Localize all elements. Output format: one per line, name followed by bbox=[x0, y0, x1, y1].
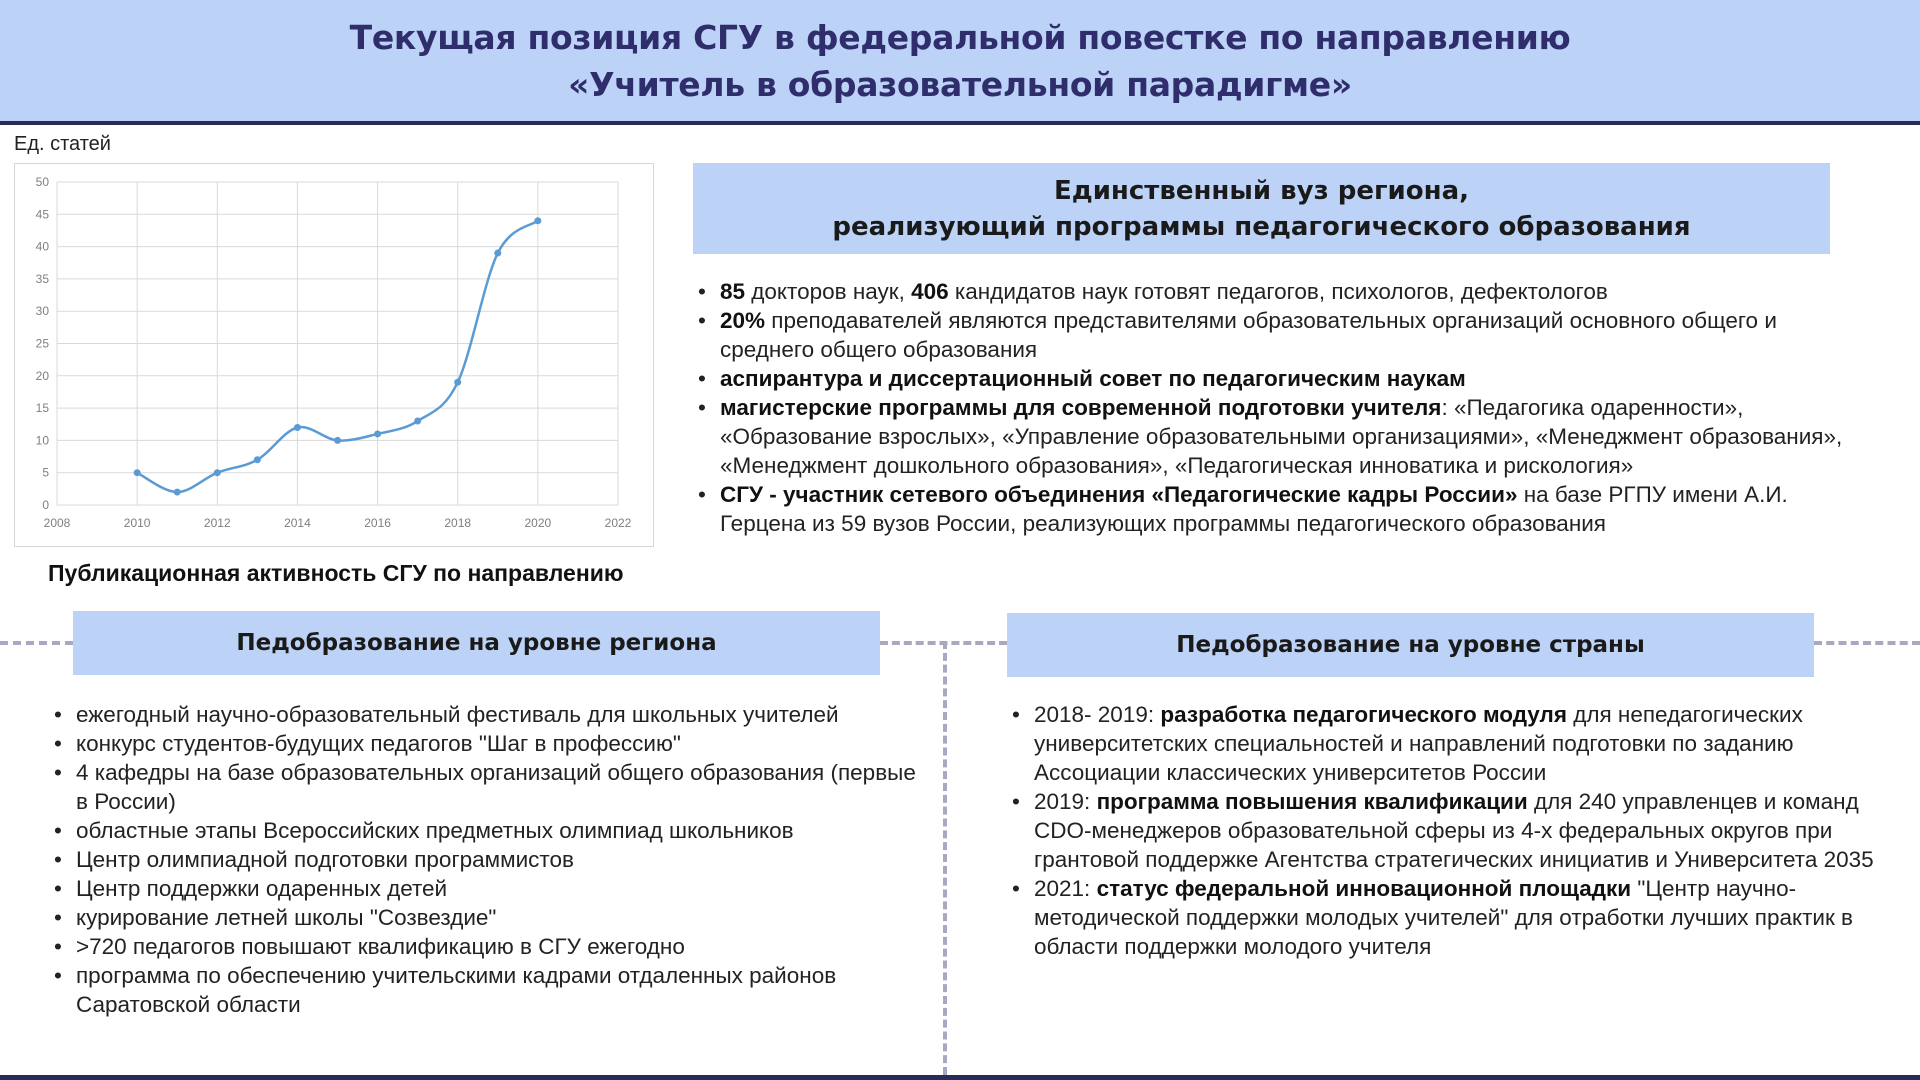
banner-line-2: реализующий программы педагогического образования bbox=[832, 211, 1691, 242]
country-section-banner bbox=[1007, 613, 1814, 677]
data-point bbox=[454, 379, 461, 386]
country-item: • 2021: статус федеральной инновационной площадки "Центр научно-методической поддержки молодых учителей" для отработки лучших практик в области поддержки молодого учителя bbox=[1010, 874, 1890, 961]
y-tick-label: 25 bbox=[35, 336, 49, 351]
x-tick-label: 2008 bbox=[43, 516, 71, 530]
page-header bbox=[0, 0, 1920, 125]
y-tick-label: 10 bbox=[35, 433, 49, 448]
data-point bbox=[254, 456, 261, 463]
y-tick-label: 15 bbox=[35, 401, 49, 416]
y-tick-label: 5 bbox=[42, 465, 49, 480]
y-tick-label: 20 bbox=[35, 368, 49, 383]
country-section-title: Педобразование на уровне страны bbox=[1176, 632, 1645, 658]
y-tick-label: 0 bbox=[42, 498, 49, 512]
country-item: • 2019: программа повышения квалификации для 240 управленцев и команд CDO-менеджеров образовательной сферы из 4-х федеральных округов при грантовой поддержке Агентства стратегических инициатив и Университета 2035 bbox=[1010, 787, 1890, 874]
y-tick-label: 35 bbox=[35, 271, 49, 286]
data-point bbox=[134, 469, 141, 476]
region-item: • Центр поддержки одаренных детей bbox=[52, 874, 932, 903]
page-title-line-2: «Учитель в образовательной парадигме» bbox=[568, 64, 1352, 104]
banner-line-1: Единственный вуз региона, bbox=[1053, 175, 1470, 206]
chart-y-unit-label: Ед. статей bbox=[14, 133, 111, 155]
x-tick-label: 2014 bbox=[284, 516, 311, 530]
region-item: • 4 кафедры на базе образовательных организаций общего образования (первые в России) bbox=[52, 758, 932, 816]
section-divider-vertical bbox=[943, 641, 947, 1075]
unique-university-banner bbox=[693, 163, 1830, 254]
section-divider-left bbox=[0, 641, 73, 645]
x-tick-label: 2018 bbox=[444, 516, 472, 530]
data-point bbox=[534, 217, 541, 224]
x-tick-label: 2012 bbox=[203, 516, 231, 530]
data-point bbox=[294, 424, 301, 431]
fact-item: • аспирантура и диссертационный совет по педагогическим наукам bbox=[696, 364, 1876, 393]
country-item: • 2018- 2019: разработка педагогического модуля для непедагогических университетских специальностей и направлений подготовки по заданию Ассоциации классических университетов России bbox=[1010, 700, 1890, 787]
region-item: • конкурс студентов-будущих педагогов "Шаг в профессию" bbox=[52, 729, 932, 758]
data-point bbox=[374, 430, 381, 437]
data-point bbox=[414, 418, 421, 425]
fact-item: • магистерские программы для современной подготовки учителя: «Педагогика одаренности», «Образование взрослых», «Управление образовательными организациями», «Менеджмент образования», «Менеджмент дошкольного образования», «Педагогическая инноватика и рискология» bbox=[696, 393, 1876, 480]
publication-line-chart bbox=[15, 164, 655, 548]
region-item: • областные этапы Всероссийских предметных олимпиад школьников bbox=[52, 816, 932, 845]
region-item: • Центр олимпиадной подготовки программистов bbox=[52, 845, 932, 874]
chart-caption: Публикационная активность СГУ по направлению bbox=[48, 560, 624, 586]
data-point bbox=[494, 250, 501, 257]
x-tick-label: 2010 bbox=[123, 516, 151, 530]
region-section-title: Педобразование на уровне региона bbox=[236, 630, 717, 656]
region-item: • ежегодный научно-образовательный фестиваль для школьных учителей bbox=[52, 700, 932, 729]
region-list bbox=[52, 700, 932, 1019]
region-item: • курирование летней школы "Созвездие" bbox=[52, 903, 932, 932]
fact-item: • СГУ - участник сетевого объединения «Педагогические кадры России» на базе РГПУ имени А.И. Герцена из 59 вузов России, реализующих программы педагогического образования bbox=[696, 480, 1876, 538]
data-point bbox=[334, 437, 341, 444]
fact-item: • 20% преподавателей являются представителями образовательных организаций основного общего и среднего общего образования bbox=[696, 306, 1876, 364]
x-tick-label: 2022 bbox=[604, 516, 632, 530]
footer-line bbox=[0, 1075, 1920, 1080]
x-tick-label: 2016 bbox=[364, 516, 391, 530]
page-title-line-1: Текущая позиция СГУ в федеральной повестке по направлению bbox=[349, 17, 1571, 57]
region-item: • >720 педагогов повышают квалификацию в СГУ ежегодно bbox=[52, 932, 932, 961]
fact-item: • 85 докторов наук, 406 кандидатов наук готовят педагогов, психологов, дефектологов bbox=[696, 277, 1876, 306]
publication-chart bbox=[14, 163, 654, 547]
university-facts-list bbox=[696, 277, 1876, 538]
y-tick-label: 50 bbox=[35, 175, 49, 189]
section-divider-right bbox=[1814, 641, 1920, 645]
series-line bbox=[137, 221, 538, 492]
y-tick-label: 45 bbox=[35, 207, 49, 222]
y-tick-label: 40 bbox=[35, 239, 49, 254]
x-tick-label: 2020 bbox=[524, 516, 552, 530]
region-item: • программа по обеспечению учительскими кадрами отдаленных районов Саратовской области bbox=[52, 961, 932, 1019]
data-point bbox=[174, 489, 181, 496]
data-point bbox=[214, 469, 221, 476]
region-section-banner bbox=[73, 611, 880, 675]
y-tick-label: 30 bbox=[35, 304, 49, 319]
country-list bbox=[1010, 700, 1890, 961]
